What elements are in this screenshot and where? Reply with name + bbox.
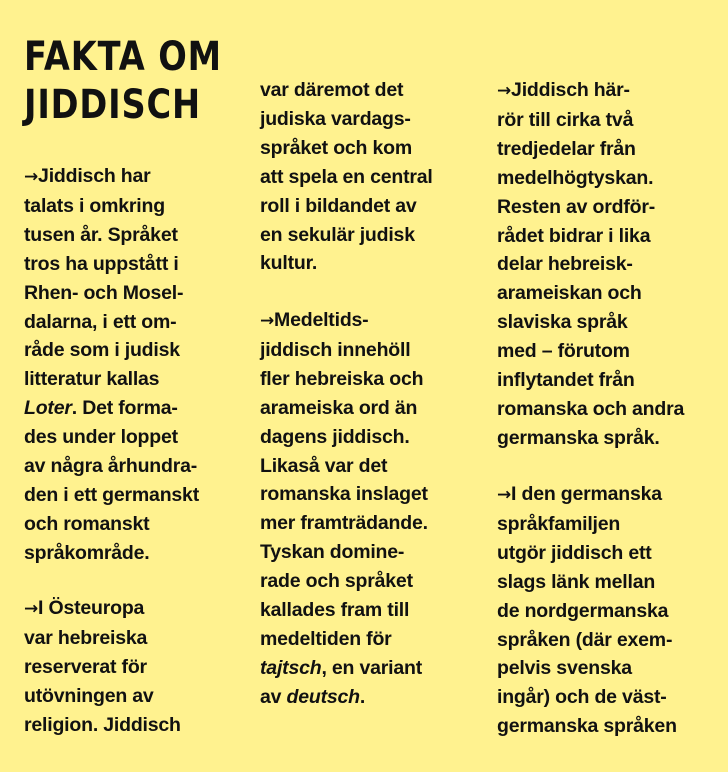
italic-term-tajtsch: tajtsch [260, 656, 322, 679]
page-title [24, 33, 222, 129]
paragraph-eastern-europe-continued: var däremot det judiska vardags- språket och kom att spela en central roll i bildandet av en sekulär judisk kultur. [260, 79, 433, 275]
arrow-right-icon: → [24, 599, 39, 619]
title-line-1: FAKTA OM [24, 34, 222, 80]
title-line-2: JIDDISCH [24, 82, 201, 128]
paragraph-germanic-family: →I den germanska språkfamiljen utgör jiddisch ett slags länk mellan de nordgermanska språken (där exem- pelvis svenska ingår) och de väst- germanska språken [497, 483, 677, 738]
paragraph-eastern-europe: →I Östeuropa var hebreiska reserverat för utövningen av religion. Jiddisch [24, 597, 181, 736]
arrow-right-icon: → [497, 81, 512, 101]
italic-term-deutsch: deutsch [286, 685, 360, 708]
paragraph-medieval-yiddish: →Medeltids- jiddisch innehöll fler hebreiska och arameiska ord än dagens jiddisch. Likaså var det romanska inslaget mer framträdande. Tyskan domine- rade och språket kallades fram till medeltiden för tajtsch, en variant av deutsch. [260, 309, 428, 708]
italic-term-loter: Loter [24, 397, 72, 420]
arrow-right-icon: → [497, 485, 512, 505]
arrow-right-icon: → [260, 311, 275, 331]
arrow-right-icon: → [24, 167, 39, 187]
paragraph-origins: →Jiddisch har talats i omkring tusen år. Språket tros ha uppstått i Rhen- och Mosel- dalarna, i ett om- råde som i judisk litteratur kallas Loter. Det forma- des under loppet av några århundra- den i ett germanskt och romanskt språkområde. [24, 165, 199, 564]
paragraph-vocabulary: →Jiddisch här- rör till cirka två tredjedelar från medelhögtyskan. Resten av ordför- rådet bidrar i lika delar hebreisk- arameiskan och slaviska språk med – förutom inflytandet från romanska och andra germanska språk. [497, 79, 685, 449]
